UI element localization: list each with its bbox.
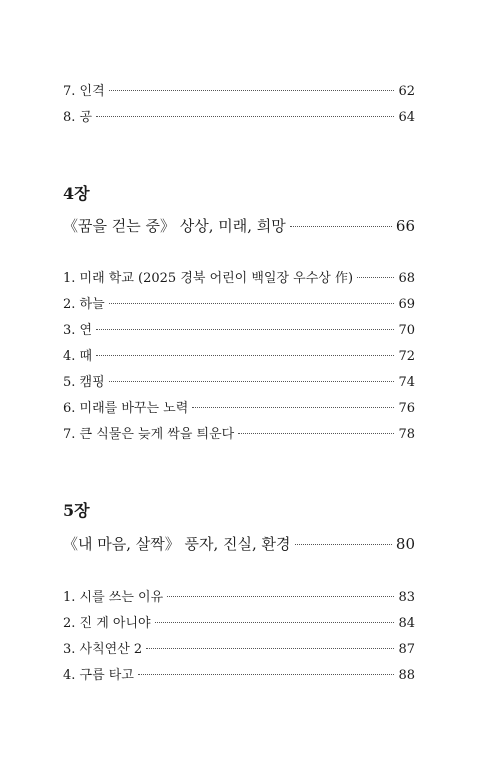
- toc-entry-page: 74: [398, 375, 415, 390]
- toc-entry[interactable]: [63, 639, 415, 661]
- toc-entry-page: 69: [398, 297, 415, 312]
- toc-entry-page: 84: [398, 616, 415, 631]
- toc-entry-title: 7. 큰 식물은 늦게 싹을 틔운다: [63, 427, 235, 442]
- toc-entry[interactable]: [63, 320, 415, 342]
- toc-entry-page: 83: [398, 590, 415, 605]
- toc-entry-title: 2. 진 게 아니야: [63, 616, 151, 631]
- toc-entry-page: 76: [398, 401, 415, 416]
- chapter-heading-entry[interactable]: [63, 533, 415, 555]
- toc-entry[interactable]: [63, 372, 415, 394]
- toc-entry[interactable]: [63, 268, 415, 290]
- dot-leader: [138, 674, 395, 675]
- toc-entry[interactable]: [63, 665, 415, 687]
- dot-leader: [109, 381, 395, 382]
- toc-entry-title: 5. 캠핑: [63, 375, 105, 390]
- dot-leader: [146, 648, 394, 649]
- dot-leader: [167, 596, 394, 597]
- toc-entry-title: 3. 연: [63, 323, 93, 338]
- toc-entry-page: 62: [398, 84, 415, 99]
- toc-entry[interactable]: [63, 107, 415, 129]
- dot-leader: [96, 355, 394, 356]
- toc-entry[interactable]: [63, 294, 415, 316]
- toc-entry-page: 64: [398, 110, 415, 125]
- dot-leader: [96, 329, 394, 330]
- toc-entry-title: 8. 공: [63, 110, 93, 125]
- dot-leader: [96, 116, 394, 117]
- chapter-heading-page: 66: [395, 217, 415, 235]
- chapter-heading-entry[interactable]: [63, 215, 415, 237]
- dot-leader: [357, 277, 394, 278]
- toc-entry-title: 7. 인격: [63, 84, 105, 99]
- toc-entry-title: 2. 하늘: [63, 297, 105, 312]
- toc-entry-page: 68: [398, 271, 415, 286]
- toc-entry[interactable]: [63, 613, 415, 635]
- toc-entry[interactable]: [63, 346, 415, 368]
- toc-entry-page: 88: [398, 668, 415, 683]
- toc-entry-page: 87: [398, 642, 415, 657]
- toc-entry[interactable]: [63, 424, 415, 446]
- toc-entry[interactable]: [63, 81, 415, 103]
- dot-leader: [192, 407, 394, 408]
- dot-leader: [109, 90, 395, 91]
- toc-entry-title: 3. 사칙연산 2: [63, 642, 143, 657]
- toc-entry-title: 4. 구름 타고: [63, 668, 134, 683]
- toc-entry-title: 1. 미래 학교 (2025 경북 어린이 백일장 우수상 作): [63, 271, 354, 286]
- dot-leader: [238, 433, 394, 434]
- toc-entry-title: 1. 시를 쓰는 이유: [63, 590, 164, 605]
- dot-leader: [290, 226, 392, 227]
- toc-entry-title: 6. 미래를 바꾸는 노력: [63, 401, 189, 416]
- chapter-title: 5장: [63, 501, 90, 520]
- toc-entry-page: 70: [398, 323, 415, 338]
- chapter-heading-title: 《내 마음, 살짝》 풍자, 진실, 환경: [63, 535, 291, 553]
- chapter-heading-page: 80: [395, 535, 415, 553]
- chapter-heading-title: 《꿈을 걷는 중》 상상, 미래, 희망: [63, 217, 286, 235]
- toc-entry-title: 4. 때: [63, 349, 93, 364]
- toc-entry[interactable]: [63, 398, 415, 420]
- dot-leader: [295, 544, 392, 545]
- toc-entry[interactable]: [63, 587, 415, 609]
- dot-leader: [155, 622, 395, 623]
- toc-entry-page: 72: [398, 349, 415, 364]
- chapter-title: 4장: [63, 184, 90, 203]
- dot-leader: [109, 303, 395, 304]
- toc-entry-page: 78: [398, 427, 415, 442]
